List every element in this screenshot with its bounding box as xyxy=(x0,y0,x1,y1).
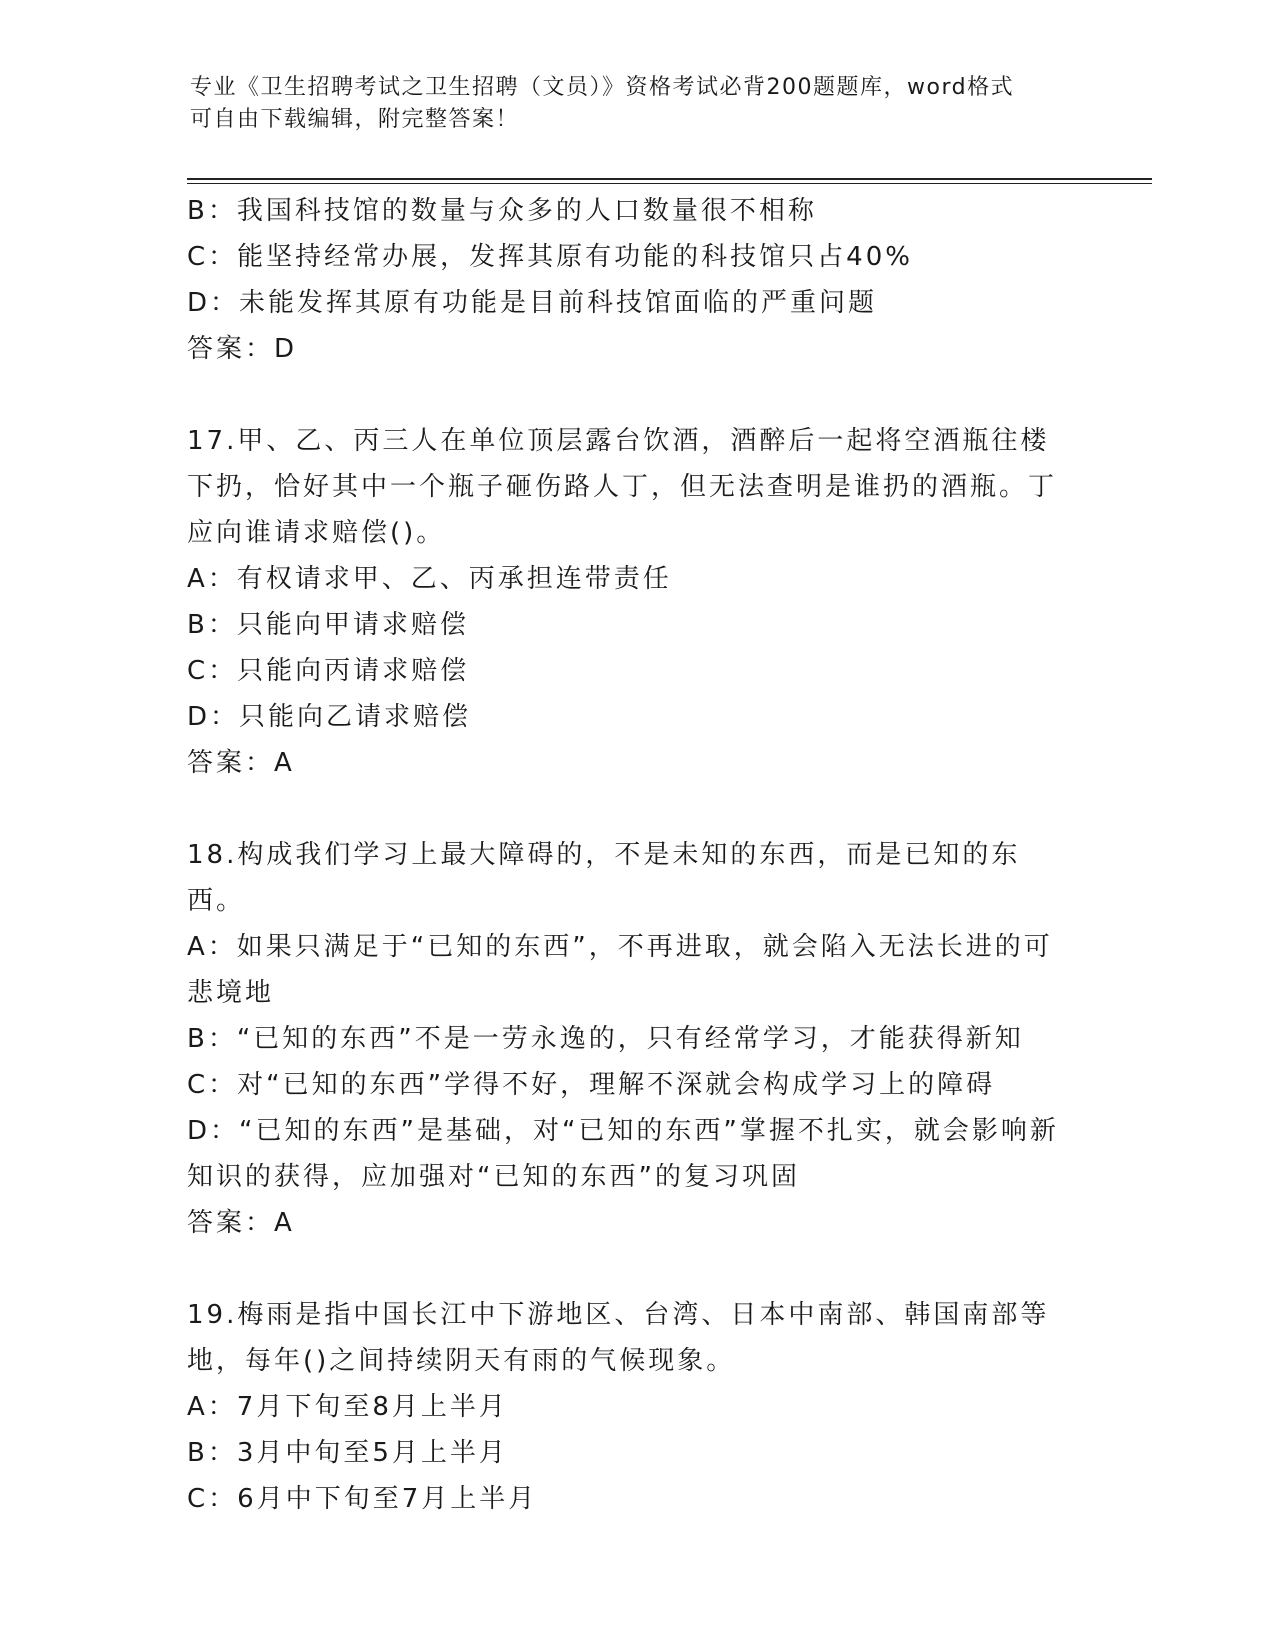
option-c: C：对“已知的东西”学得不好，理解不深就会构成学习上的障碍 xyxy=(187,1070,996,1100)
question-list xyxy=(187,188,1077,1522)
option-b: B：只能向甲请求赔偿 xyxy=(187,610,469,640)
option-b: B：“已知的东西”不是一劳永逸的，只有经常学习，才能获得新知 xyxy=(187,1024,1024,1054)
option-d: D：“已知的东西”是基础，对“已知的东西”掌握不扎实，就会影响新知识的获得，应加强对“已知的东西”的复习巩固 xyxy=(187,1116,1059,1192)
question-16 xyxy=(187,188,1077,372)
header-divider-thin xyxy=(187,183,1152,184)
header-title-line-2: 可自由下载编辑，附完整答案！ xyxy=(190,107,520,132)
option-a: A：有权请求甲、乙、丙承担连带责任 xyxy=(187,564,672,594)
answer: 答案：A xyxy=(187,1208,295,1238)
option-d: D：只能向乙请求赔偿 xyxy=(187,702,472,732)
question-19 xyxy=(187,1292,1077,1522)
option-c: C：只能向丙请求赔偿 xyxy=(187,656,470,686)
option-c: C：6月中下旬至7月上半月 xyxy=(187,1484,538,1514)
option-d: D：未能发挥其原有功能是目前科技馆面临的严重问题 xyxy=(187,288,878,318)
option-b: B：我国科技馆的数量与众多的人口数量很不相称 xyxy=(187,196,817,226)
answer: 答案：D xyxy=(187,334,298,364)
option-c: C：能坚持经常办展，发挥其原有功能的科技馆只占40% xyxy=(187,242,913,272)
answer: 答案：A xyxy=(187,748,295,778)
option-a: A：7月下旬至8月上半月 xyxy=(187,1392,508,1422)
header-title-line-1: 专业《卫生招聘考试之卫生招聘（文员）》资格考试必背200题题库，word格式 xyxy=(190,75,1015,100)
question-stem: 17.甲、乙、丙三人在单位顶层露台饮酒，酒醉后一起将空酒瓶往楼下扔，恰好其中一个瓶子砸伤路人丁，但无法查明是谁扔的酒瓶。丁应向谁请求赔偿()。 xyxy=(187,426,1058,548)
question-stem: 18.构成我们学习上最大障碍的，不是未知的东西，而是已知的东西。 xyxy=(187,840,1021,916)
header-divider-thick xyxy=(187,178,1152,180)
option-a: A：如果只满足于“已知的东西”，不再进取，就会陷入无法长进的可悲境地 xyxy=(187,932,1053,1008)
option-b: B：3月中旬至5月上半月 xyxy=(187,1438,508,1468)
question-stem: 19.梅雨是指中国长江中下游地区、台湾、日本中南部、韩国南部等地，每年()之间持续阴天有雨的气候现象。 xyxy=(187,1300,1050,1376)
document-header xyxy=(190,72,1070,136)
question-17 xyxy=(187,418,1077,786)
question-18 xyxy=(187,832,1077,1246)
